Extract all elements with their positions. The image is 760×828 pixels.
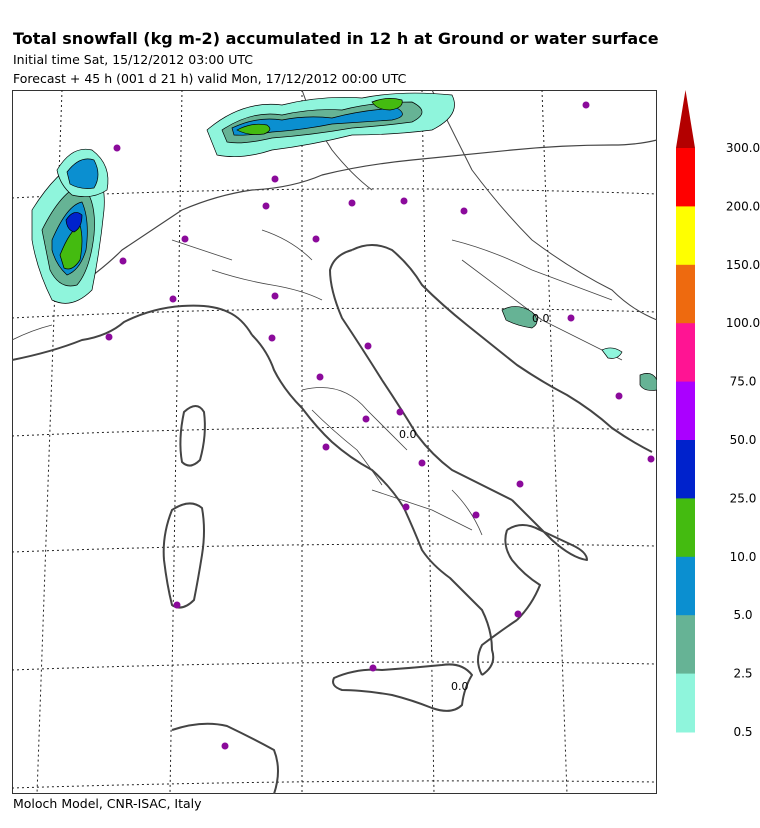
legend-label: 200.0: [725, 199, 760, 214]
contour-label: 0.0: [399, 428, 417, 441]
legend-label: 0.5: [733, 725, 753, 739]
forecast-time: Forecast + 45 h (001 d 21 h) valid Mon, 17/12/2012 00:00 UTC: [13, 71, 407, 86]
initial-time: Initial time Sat, 15/12/2012 03:00 UTC: [13, 52, 254, 67]
legend-label: 5.0: [733, 608, 753, 623]
legend-swatch: [676, 615, 695, 674]
contour-label: 0.0: [532, 312, 550, 325]
snowfall-map: [12, 90, 657, 794]
legend-label: 25.0: [729, 491, 757, 506]
legend-swatch: [676, 323, 695, 382]
legend-swatch: [676, 498, 695, 557]
map-title: Total snowfall (kg m-2) accumulated in 12 h at Ground or water surface: [13, 29, 659, 48]
model-credit: Moloch Model, CNR-ISAC, Italy: [13, 796, 202, 811]
legend-label: 2.5: [733, 666, 753, 681]
contour-label: 0.0: [451, 680, 469, 693]
legend-swatch: [676, 382, 695, 441]
legend-swatch: [676, 440, 695, 499]
legend-label: 150.0: [725, 257, 760, 272]
legend-swatch: [676, 557, 695, 616]
legend-label: 75.0: [729, 374, 757, 389]
legend-arrow: [676, 90, 695, 148]
legend-label: 100.0: [725, 316, 760, 331]
legend-label: 10.0: [729, 549, 757, 564]
legend-swatch: [676, 148, 695, 207]
legend-label: 50.0: [729, 433, 757, 447]
legend-swatch: [676, 206, 695, 265]
legend-swatch: [676, 265, 695, 324]
map-frame: [13, 91, 657, 794]
legend-swatch: [676, 674, 695, 733]
legend-label: 300.0: [725, 141, 760, 155]
